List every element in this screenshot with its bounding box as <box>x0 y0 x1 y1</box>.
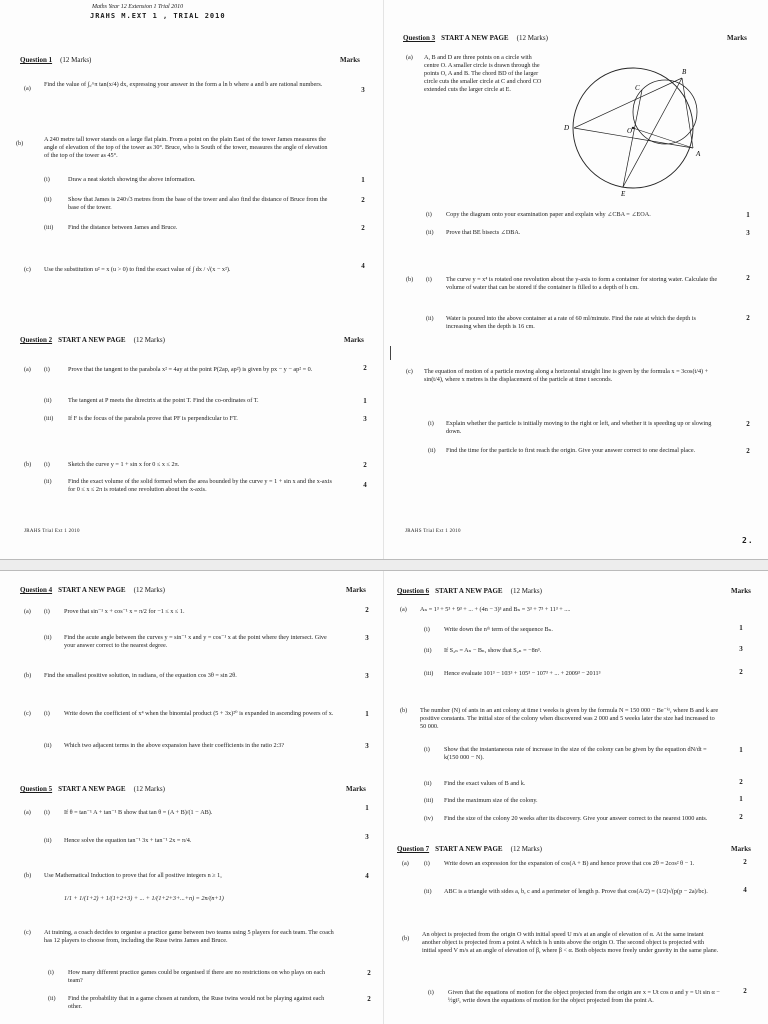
q5ai-text: If θ = tan⁻¹ A + tan⁻¹ B show that tan θ = (A + B)/(1 − AB). <box>64 809 213 816</box>
q3ci-text: Explain whether the particle is initially moving to the right or left, and whether it is speeding up or slowing down. <box>446 420 712 436</box>
q3cii-text: Find the time for the particle to first reach the origin. Give your answer correct to one decimal place. <box>446 447 696 454</box>
page-number-handwritten: 2. <box>742 536 754 545</box>
q4cii-label: (ii) <box>44 742 52 749</box>
q7b-label: (b) <box>402 935 410 942</box>
q6bi-mark: 1 <box>739 746 743 754</box>
q5ci-label: (i) <box>48 969 54 976</box>
point-a-label: A <box>696 150 701 158</box>
q7-number: Question 7 <box>397 845 430 853</box>
q3cii-label: (ii) <box>428 447 436 454</box>
point-b-label: B <box>682 68 687 76</box>
q6-heading <box>397 587 542 596</box>
q3ai-label: (i) <box>426 211 432 218</box>
q5ci-mark: 2 <box>367 969 371 977</box>
q3aii-text: Prove that BE bisects ∠DBA. <box>446 229 521 236</box>
q4ci-text: Write down the coefficient of x⁴ when the binomial product (5 + 3x)²⁰ is expanded in ascending powers of x. <box>64 710 334 717</box>
q7-marks: (12 Marks) <box>510 845 542 853</box>
q5c-label: (c) <box>24 929 31 936</box>
q6-number: Question 6 <box>397 587 430 595</box>
q3c-text: The equation of motion of a particle moving along a horizontal straight line is given by the formula x = 3cos(t/4) + sin(t/4), where x metres is the displacement of the particle at time t seconds. <box>424 368 709 384</box>
q6aii-label: (ii) <box>424 647 432 654</box>
q2aiii-label: (iii) <box>44 415 54 422</box>
q4-start-new-page: START A NEW PAGE <box>58 586 126 594</box>
q2bii-text: Find the exact volume of the solid formed when the area bounded by the curve y = 1 + sin x and the x-axis for 0 ≤ x ≤ 2π is rotated one revolution about the x-axis. <box>68 478 332 494</box>
q6bii-mark: 2 <box>739 778 743 786</box>
page-fold-2 <box>383 571 384 1024</box>
q2bi-text: Sketch the curve y = 1 + sin x for 0 ≤ x ≤ 2π. <box>68 461 180 468</box>
q1c-text: Use the substitution u² = x (u > 0) to find the exact value of ∫ dx / √(x − x²). <box>44 266 231 273</box>
q1c-mark: 4 <box>361 262 365 270</box>
q4aii-text: Find the acute angle between the curves y = sin⁻¹ x and y = cos⁻¹ x at the point where they intersect. Give your answer correct to the nearest degree. <box>64 634 327 650</box>
q5a-label: (a) <box>24 809 31 816</box>
q7bi-text: Given that the equations of motion for the object projected from the origin are x = Ut cos α and y = Ut sin α − ½gt², write down the equations of motion for the object projected from the point A. <box>448 989 720 1005</box>
q5cii-label: (ii) <box>48 995 56 1002</box>
exam-page-2 <box>0 571 768 1024</box>
q3bi-mark: 2 <box>746 274 750 282</box>
q1-marks: (12 Marks) <box>60 56 92 64</box>
q7bi-label: (i) <box>428 989 434 996</box>
q5b-label: (b) <box>24 872 32 879</box>
q6biii-label: (iii) <box>424 797 434 804</box>
page-header-handwritten: JRAHS M.EXT 1 , TRIAL 2010 <box>90 12 226 20</box>
q5aii-text: Hence solve the equation tan⁻¹ 3x + tan⁻¹ 2x = π/4. <box>64 837 192 844</box>
q5aii-mark: 3 <box>365 833 369 841</box>
q2aii-mark: 1 <box>363 397 367 405</box>
q6bi-text: Show that the instantaneous rate of increase in the size of the colony can be given by the equation dN/dt = k(150 000 − N). <box>444 746 707 762</box>
page-separator <box>0 559 768 571</box>
q5c-text: At training, a coach decides to organise a practice game between two teams using 5 players for each team. The coach has 12 players to choose from, including the Ruse twins James and Bruce. <box>44 929 334 945</box>
q6aiii-mark: 2 <box>739 668 743 676</box>
q4ai-mark: 2 <box>365 606 369 614</box>
q7-start-new-page: START A NEW PAGE <box>435 845 503 853</box>
q1-number: Question 1 <box>20 56 53 64</box>
q1bii-mark: 2 <box>361 196 365 204</box>
q5ai-mark: 1 <box>365 804 369 812</box>
q1b-label: (b) <box>16 140 24 147</box>
q3aii-label: (ii) <box>426 229 434 236</box>
q3b-label: (b) <box>406 276 414 283</box>
q2bi-label: (i) <box>44 461 50 468</box>
circle-diagram <box>555 60 715 200</box>
q4ci-label: (i) <box>44 710 50 717</box>
chord-da <box>574 128 693 148</box>
q3ci-mark: 2 <box>746 420 750 428</box>
q6aiii-text: Hence evaluate 101³ − 103³ + 105³ − 107³ + ... + 2009³ − 2011³ <box>444 670 601 677</box>
q6ai-mark: 1 <box>739 624 743 632</box>
q2aii-text: The tangent at P meets the directrix at the point T. Find the co-ordinates of T. <box>68 397 259 404</box>
q5b-text: Use Mathematical Induction to prove that for all positive integers n ≥ 1, <box>44 872 222 879</box>
q3bi-text: The curve y = x⁴ is rotated one revolution about the y-axis to form a container for storing water. Calculate the volume of water that can be stored if the container is filled to a depth of h cm. <box>446 276 718 292</box>
q1a-text: Find the value of ∫₀^π tan(x/4) dx, expressing your answer in the form a ln b where a and b are rational numbers. <box>44 81 323 88</box>
q5cii-mark: 2 <box>367 995 371 1003</box>
q5-marks: (12 Marks) <box>133 785 165 793</box>
q3aii-mark: 3 <box>746 229 750 237</box>
q4b-mark: 3 <box>365 672 369 680</box>
q3c-label: (c) <box>406 368 413 375</box>
marks-column-header-q5: Marks <box>346 785 366 793</box>
q2a-label: (a) <box>24 366 31 373</box>
q1biii-mark: 2 <box>361 224 365 232</box>
q1a-mark: 3 <box>361 86 365 94</box>
q6-marks: (12 Marks) <box>510 587 542 595</box>
q2aiii-mark: 3 <box>363 415 367 423</box>
q1biii-text: Find the distance between James and Bruce. <box>68 224 178 231</box>
q1bi-mark: 1 <box>361 176 365 184</box>
marks-column-header-q6: Marks <box>731 587 751 595</box>
q1a-label: (a) <box>24 85 31 92</box>
page-fold <box>383 0 384 559</box>
q5b-formula: 1/1 + 1/(1+2) + 1/(1+2+3) + ... + 1/(1+2+3+...+n) = 2n/(n+1) <box>64 895 224 902</box>
q6aii-mark: 3 <box>739 645 743 653</box>
q4a-label: (a) <box>24 608 31 615</box>
q5ai-label: (i) <box>44 809 50 816</box>
q4ai-text: Prove that sin⁻¹ x + cos⁻¹ x = π/2 for −1 ≤ x ≤ 1. <box>64 608 185 615</box>
marks-column-header-q2: Marks <box>344 336 364 344</box>
q1bi-label: (i) <box>44 176 50 183</box>
q4aii-mark: 3 <box>365 634 369 642</box>
marks-column-header-q4: Marks <box>346 586 366 594</box>
q6biv-text: Find the size of the colony 20 weeks after its discovery. Give your answer correct to the nearest 1000 ants. <box>444 815 708 822</box>
q5-heading <box>20 785 165 794</box>
q4ai-label: (i) <box>44 608 50 615</box>
q6biv-label: (iv) <box>424 815 433 822</box>
point-c-label: C <box>635 84 640 92</box>
q5aii-label: (ii) <box>44 837 52 844</box>
q6a-label: (a) <box>400 606 407 613</box>
q6b-label: (b) <box>400 707 408 714</box>
footer-left-page: JRAHS Trial Ext 1 2010 <box>24 529 80 534</box>
q4c-label: (c) <box>24 710 31 717</box>
point-e-label: E <box>621 190 626 198</box>
q3-start-new-page: START A NEW PAGE <box>441 34 509 42</box>
q1bii-label: (ii) <box>44 196 52 203</box>
q4b-label: (b) <box>24 672 32 679</box>
page-header-typed: Maths Year 12 Extension 1 Trial 2010 <box>92 4 184 10</box>
q2-marks: (12 Marks) <box>133 336 165 344</box>
q7bi-mark: 2 <box>743 987 747 995</box>
marks-column-header-q7: Marks <box>731 845 751 853</box>
margin-mark <box>390 346 391 360</box>
q3-heading <box>403 34 548 43</box>
q6-start-new-page: START A NEW PAGE <box>435 587 503 595</box>
q5b-mark: 4 <box>365 872 369 880</box>
marks-column-header: Marks <box>340 56 360 64</box>
q6aii-text: If S₂ₙ = Aₙ − Bₙ, show that S₂ₙ = −8n³. <box>444 647 542 654</box>
q1biii-label: (iii) <box>44 224 54 231</box>
q7aii-text: ABC is a triangle with sides a, b, c and a perimeter of length p. Prove that cos(A/2) = (1/2)√(p(p − 2a)/bc). <box>444 888 708 895</box>
q3bii-mark: 2 <box>746 314 750 322</box>
q1bi-text: Draw a neat sketch showing the above information. <box>68 176 196 183</box>
q6bii-text: Find the exact values of B and k. <box>444 780 526 787</box>
q2-heading <box>20 336 165 345</box>
q3a-text: A, B and D are three points on a circle with centre O. A smaller circle is drawn through the points O, A and B. The chord BD of the larger circle cuts the smaller circle at C and chord CO extended cuts the larger circle at E. <box>424 54 542 94</box>
q4-heading <box>20 586 165 595</box>
q1-heading <box>20 56 91 65</box>
q6biii-mark: 1 <box>739 795 743 803</box>
q2ai-text: Prove that the tangent to the parabola x² = 4ay at the point P(2ap, ap²) is given by px − y − ap² = 0. <box>68 366 313 373</box>
q6ai-text: Write down the nᵗʰ term of the sequence Bₙ. <box>444 626 553 633</box>
q7aii-mark: 4 <box>743 886 747 894</box>
q7-heading <box>397 845 542 854</box>
footer-right-page: JRAHS Trial Ext 1 2010 <box>405 529 461 534</box>
q2aiii-text: If F is the focus of the parabola prove that PF is perpendicular to FT. <box>68 415 238 422</box>
q3-marks: (12 Marks) <box>516 34 548 42</box>
centre-point <box>632 127 634 129</box>
q4-marks: (12 Marks) <box>133 586 165 594</box>
q1c-label: (c) <box>24 266 31 273</box>
q4b-text: Find the smallest positive solution, in radians, of the equation cos 3θ = sin 2θ. <box>44 672 237 679</box>
q6bi-label: (i) <box>424 746 430 753</box>
q6a-text: Aₙ = 1³ + 5³ + 9³ + ... + (4n − 3)³ and Bₙ = 3³ + 7³ + 11³ + .... <box>420 606 571 613</box>
q2ai-label: (i) <box>44 366 50 373</box>
q7ai-label: (i) <box>424 860 430 867</box>
q2bii-label: (ii) <box>44 478 52 485</box>
q6bii-label: (ii) <box>424 780 432 787</box>
q2bi-mark: 2 <box>363 461 367 469</box>
q3bii-label: (ii) <box>426 315 434 322</box>
q6aiii-label: (iii) <box>424 670 434 677</box>
q3ci-label: (i) <box>428 420 434 427</box>
q3bii-text: Water is poured into the above container at a rate of 60 ml/minute. Find the rate at which the depth is increasing when the depth is 16 cm. <box>446 315 696 331</box>
q3bi-label: (i) <box>426 276 432 283</box>
q1bii-text: Show that James is 240√3 metres from the base of the tower and also find the distance of Bruce from the base of the tower. <box>68 196 328 212</box>
q6ai-label: (i) <box>424 626 430 633</box>
q3a-label: (a) <box>406 54 413 61</box>
q2aii-label: (ii) <box>44 397 52 404</box>
point-d-label: D <box>564 124 570 132</box>
q5cii-text: Find the probability that in a game chosen at random, the Ruse twins would not be playing against each other. <box>68 995 325 1011</box>
q1b-text: A 240 metre tall tower stands on a large flat plain. From a point on the plain East of the tower James measures the angle of elevation of the top of the tower as 30°. Bruce, who is South of the tower, measures the angle of elevation of the top of the tower as 45°. <box>44 136 328 160</box>
q7a-label: (a) <box>402 860 409 867</box>
q5-start-new-page: START A NEW PAGE <box>58 785 126 793</box>
q2-number: Question 2 <box>20 336 53 344</box>
q3ai-mark: 1 <box>746 211 750 219</box>
q7ai-mark: 2 <box>743 858 747 866</box>
q2ai-mark: 2 <box>363 364 367 372</box>
q3ai-text: Copy the diagram onto your examination paper and explain why ∠CBA = ∠EOA. <box>446 211 651 218</box>
q2bii-mark: 4 <box>363 481 367 489</box>
marks-column-header-q3: Marks <box>727 34 747 42</box>
point-o-label: O <box>627 127 633 135</box>
q7aii-label: (ii) <box>424 888 432 895</box>
q2-start-new-page: START A NEW PAGE <box>58 336 126 344</box>
q6b-text: The number (N) of ants in an ant colony at time t weeks is given by the formula N = 150 000 − Be⁻ᵏᵗ, where B and k are positive constants. The initial size of the colony when discovered was 2 000 and 5 weeks later the size had increased to 50 000. <box>420 707 719 731</box>
q4cii-mark: 3 <box>365 742 369 750</box>
q4aii-label: (ii) <box>44 634 52 641</box>
q7b-text: An object is projected from the origin O with initial speed U m/s at an angle of elevation of α. At the same instant another object is projected from a point A which is h units above the origin O. The second object is projected with initial speed V m/s at an angle of elevation of β, where β < α. Both objects move freely under gravity in the same plane. <box>422 931 719 955</box>
q7ai-text: Write down an expression for the expansion of cos(A + B) and hence prove that cos 2θ = 2cos² θ − 1. <box>444 860 695 867</box>
q3-number: Question 3 <box>403 34 436 42</box>
chord-ce <box>623 90 642 187</box>
q6biv-mark: 2 <box>739 813 743 821</box>
q4-number: Question 4 <box>20 586 53 594</box>
q2b-label: (b) <box>24 461 32 468</box>
q4cii-text: Which two adjacent terms in the above expansion have their coefficients in the ratio 2:3? <box>64 742 285 749</box>
q6biii-text: Find the maximum size of the colony. <box>444 797 538 804</box>
q5ci-text: How many different practice games could be organised if there are no restrictions on who plays on each team? <box>68 969 325 985</box>
q4ci-mark: 1 <box>365 710 369 718</box>
q3cii-mark: 2 <box>746 447 750 455</box>
q5-number: Question 5 <box>20 785 53 793</box>
